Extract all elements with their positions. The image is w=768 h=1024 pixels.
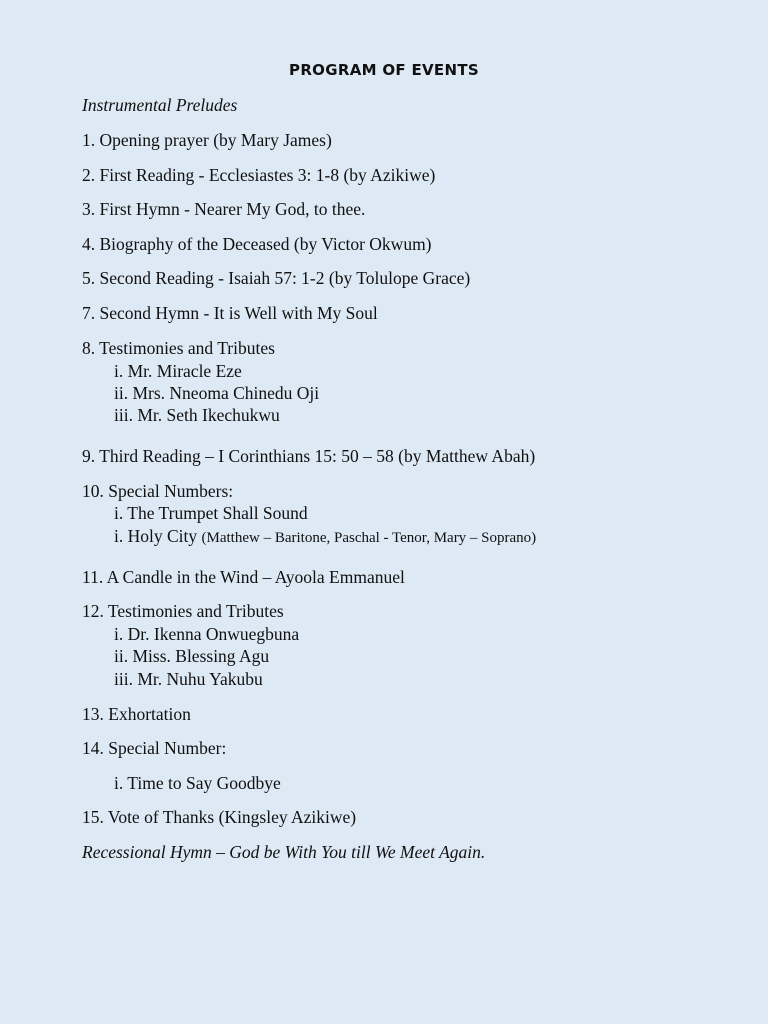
instrumental-preludes: Instrumental Preludes bbox=[82, 95, 238, 115]
program-item-2: 2. First Reading - Ecclesiastes 3: 1-8 (by Azikiwe) bbox=[82, 165, 436, 185]
recessional-hymn: Recessional Hymn – God be With You till We Meet Again. bbox=[82, 842, 486, 862]
program-item-7: 7. Second Hymn - It is Well with My Soul bbox=[82, 303, 378, 323]
program-item-10: 10. Special Numbers: bbox=[82, 481, 234, 501]
page-title: PROGRAM OF EVENTS bbox=[289, 61, 479, 79]
tribute-1-name: ii. Mrs. Nneoma Chinedu Oji bbox=[114, 383, 320, 403]
program-item-15: 15. Vote of Thanks (Kingsley Azikiwe) bbox=[82, 807, 357, 827]
special-number-2 bbox=[114, 526, 536, 547]
program-item-4: 4. Biography of the Deceased (by Victor Okwum) bbox=[82, 234, 432, 254]
program-item-11: 11. A Candle in the Wind – Ayoola Emmanuel bbox=[82, 567, 405, 587]
program-item-13: 13. Exhortation bbox=[82, 704, 191, 724]
program-item-8: 8. Testimonies and Tributes bbox=[82, 338, 275, 358]
program-item-12: 12. Testimonies and Tributes bbox=[82, 601, 284, 621]
special-number-2-note: (Matthew – Baritone, Paschal - Tenor, Mary – Soprano) bbox=[201, 530, 537, 546]
tribute-1-name: i. Mr. Miracle Eze bbox=[114, 361, 242, 381]
tribute-2-name: ii. Miss. Blessing Agu bbox=[114, 646, 270, 666]
tribute-1-name: iii. Mr. Seth Ikechukwu bbox=[114, 405, 280, 425]
program-item-9: 9. Third Reading – I Corinthians 15: 50 – 58 (by Matthew Abah) bbox=[82, 446, 536, 466]
program-item-5: 5. Second Reading - Isaiah 57: 1-2 (by Tolulope Grace) bbox=[82, 268, 471, 288]
program-item-1: 1. Opening prayer (by Mary James) bbox=[82, 130, 332, 150]
program-item-14: 14. Special Number: bbox=[82, 738, 227, 758]
program-item-3: 3. First Hymn - Nearer My God, to thee. bbox=[82, 199, 366, 219]
tribute-2-name: i. Dr. Ikenna Onwuegbuna bbox=[114, 624, 300, 644]
special-number-1: i. The Trumpet Shall Sound bbox=[114, 503, 308, 523]
special-number-2-title: i. Holy City bbox=[114, 526, 198, 546]
tribute-2-name: iii. Mr. Nuhu Yakubu bbox=[114, 669, 263, 689]
special-number-item: i. Time to Say Goodbye bbox=[114, 773, 281, 793]
